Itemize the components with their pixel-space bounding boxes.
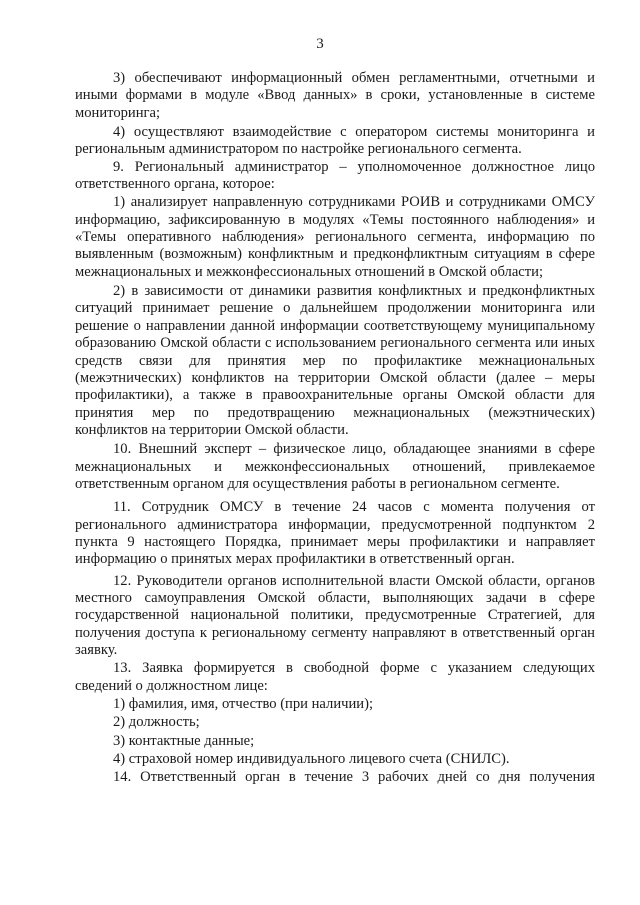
paragraph: 2) в зависимости от динамики развития конфликтных и предконфликтных ситуаций принимает решение о дальнейшем продолжении мониторинга или решение о направлении данной информации соответствующему муниципальному образованию Омской области с использованием регионального сегмента или иных средств связи для принятия мер по профилактике межнациональных (межэтнических) конфликтов на территории Омской области (далее – меры профилактики), а также в правоохранительные органы Омской области для принятия мер по предотвращению межнациональных (межэтнических) конфликтов на территории Омской области. bbox=[75, 283, 595, 438]
paragraph: 4) осуществляют взаимодействие с оператором системы мониторинга и региональным администратором по настройке регионального сегмента. bbox=[75, 124, 595, 158]
paragraph: 4) страховой номер индивидуального лицевого счета (СНИЛС). bbox=[113, 751, 510, 768]
paragraph: 2) должность; bbox=[113, 714, 200, 731]
paragraph: 14. Ответственный орган в течение 3 рабочих дней со дня получения bbox=[113, 769, 595, 786]
paragraph: 1) фамилия, имя, отчество (при наличии); bbox=[113, 696, 374, 713]
paragraph: 3) обеспечивают информационный обмен регламентными, отчетными и иными формами в модуле «Ввод данных» в сроки, установленные в системе мониторинга; bbox=[75, 70, 595, 121]
paragraph: 9. Региональный администратор – уполномоченное должностное лицо ответственного органа, которое: bbox=[75, 158, 595, 193]
paragraph: 1) анализирует направленную сотрудниками РОИВ и сотрудниками ОМСУ информацию, зафиксированную в модулях «Темы постоянного наблюдения» и «Темы оперативного наблюдения» регионального сегмента, информацию по выявленным (возможным) конфликтным и предконфликтным ситуациям в сфере межнациональных и межконфессиональных отношений в Омской области; bbox=[75, 194, 595, 280]
paragraph: 13. Заявка формируется в свободной форме с указанием следующих сведений о должностном лице: bbox=[75, 660, 595, 694]
paragraph: 3) контактные данные; bbox=[113, 732, 255, 749]
document-body bbox=[75, 70, 595, 787]
paragraph: 11. Сотрудник ОМСУ в течение 24 часов с момента получения от регионального администратора информации, предусмотренной подпунктом 2 пункта 9 настоящего Порядка, принимает меры профилактики и направляет информацию о принятых мерах профилактики в ответственный орган. bbox=[75, 499, 595, 568]
paragraph: 12. Руководители органов исполнительной власти Омской области, органов местного самоуправления Омской области, выполняющих задачи в сфере государственной национальной политики, предусмотренные Стратегией, для получения доступа к региональному сегменту направляют в ответственный орган заявку. bbox=[75, 572, 595, 658]
page-number: 3 bbox=[316, 36, 324, 52]
paragraph: 10. Внешний эксперт – физическое лицо, обладающее знаниями в сфере межнациональных и межконфессиональных отношений, привлекаемое ответственным органом для осуществления работы в региональном сегменте. bbox=[75, 441, 595, 492]
